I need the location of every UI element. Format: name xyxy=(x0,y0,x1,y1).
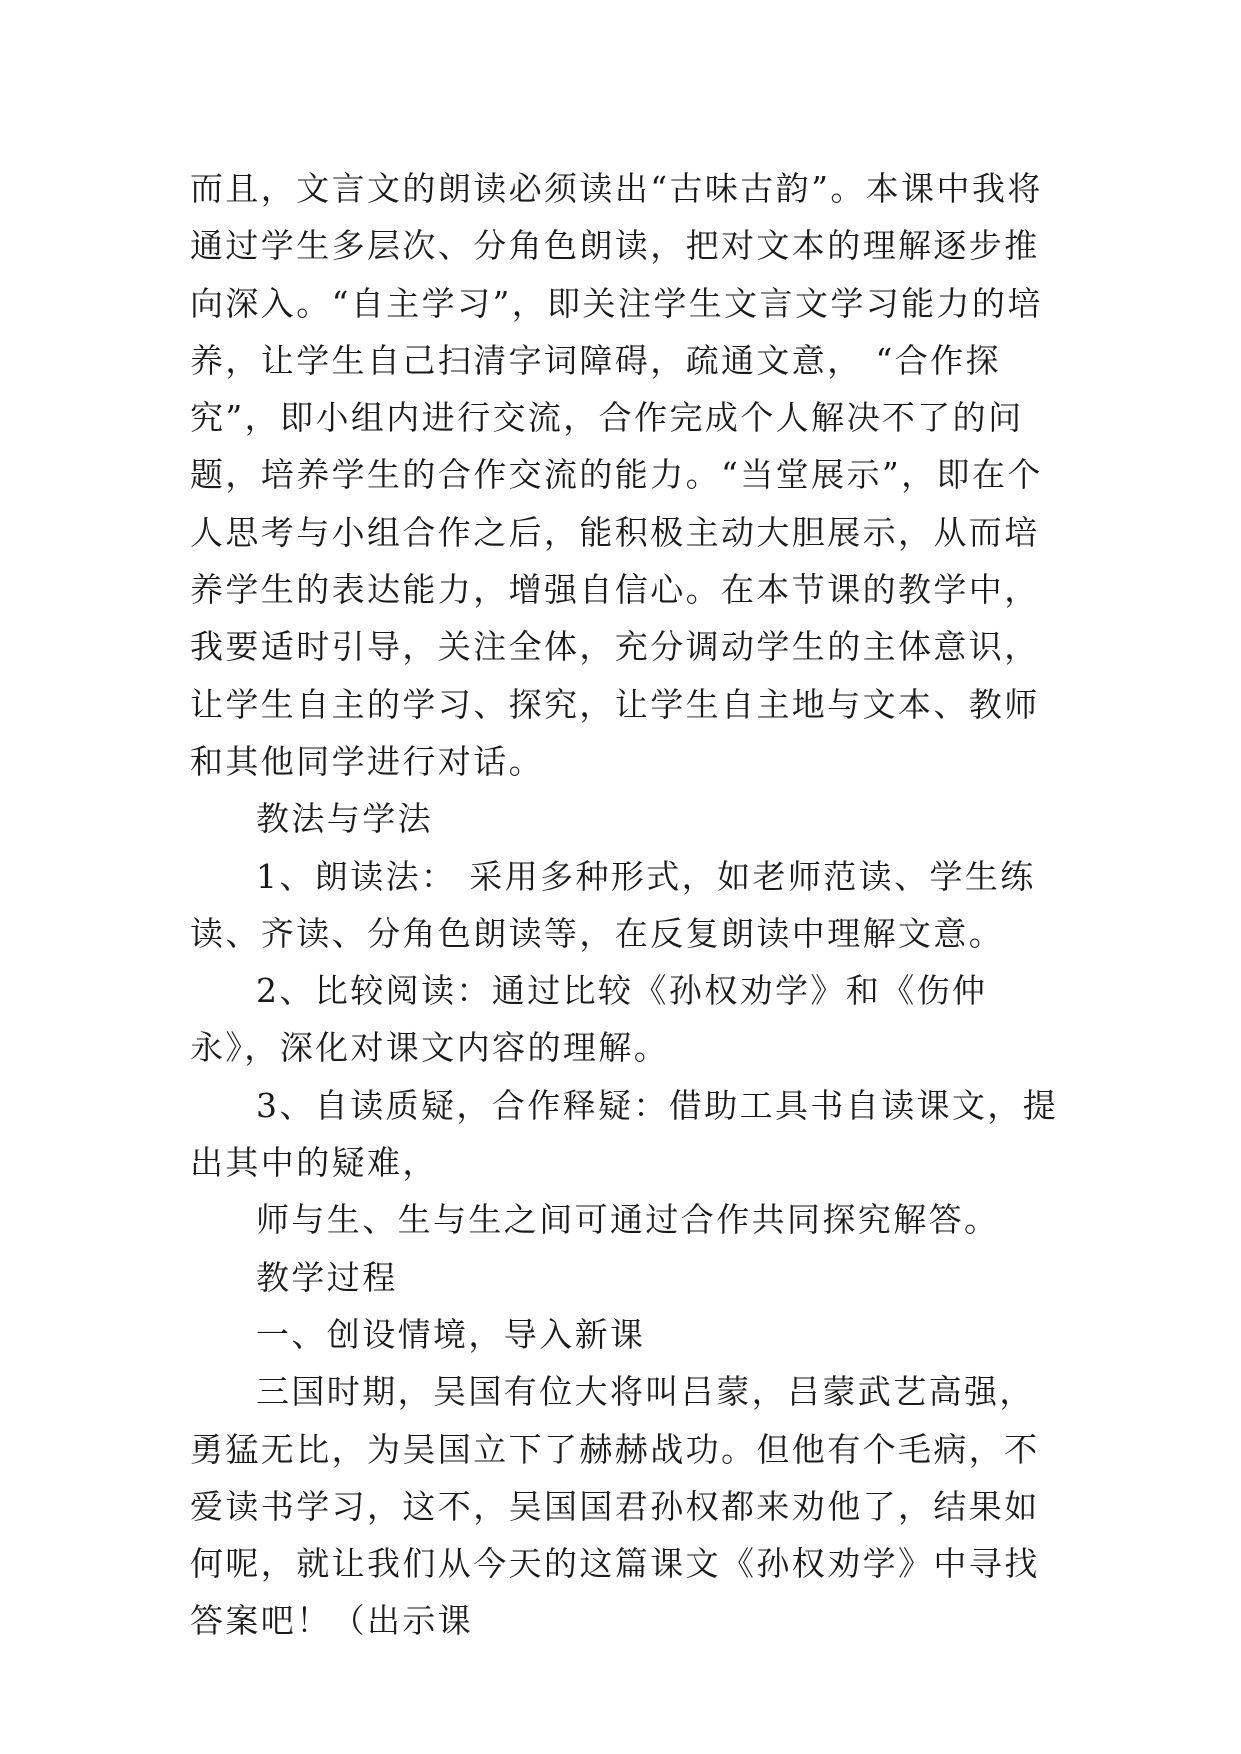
paragraph-story: 三国时期，吴国有位大将叫吕蒙，吕蒙武艺高强，勇猛无比，为吴国立下了赫赫战功。但他有个毛病，不爱读书学习，这不，吴国国君孙权都来劝他了，结果如何呢，就让我们从今天的这篇课文《孙权劝学》中寻找答案吧！（出示课 xyxy=(190,1372,1040,1641)
method-item-3-continued: 师与生、生与生之间可通过合作共同探究解答。 xyxy=(256,1200,1000,1240)
method-item-3: 3、自读质疑，合作释疑：借助工具书自读课文，提出其中的疑难， xyxy=(190,1085,1059,1183)
body-text xyxy=(190,160,1070,1650)
section-heading-1: 一、创设情境，导入新课 xyxy=(256,1314,646,1354)
paragraph-intro: 而且，文言文的朗读必须读出“古味古韵”。本课中我将通过学生多层次、分角色朗读，把对文本的理解逐步推向深入。“自主学习”，即关注学生文言文学习能力的培养，让学生自己扫清字词障碍，疏通文意， “合作探究”，即小组内进行交流，合作完成个人解决不了的问题，培养学生的合作交流的能力。“当堂展示”，即在个人思考与小组合作之后，能积极主动大胆展示，从而培养学生的表达能力，增强自信心。在本节课的教学中，我要适时引导，关注全体，充分调动学生的主体意识，让学生自主的学习、探究，让学生自主地与文本、教师和其他同学进行对话。 xyxy=(190,169,1043,781)
method-item-2: 2、比较阅读：通过比较《孙权劝学》和《伤仲永》，深化对课文内容的理解。 xyxy=(190,971,988,1068)
heading-process: 教学过程 xyxy=(256,1257,398,1297)
heading-methods: 教法与学法 xyxy=(256,799,433,839)
method-item-1: 1、朗读法： 采用多种形式，如老师范读、学生练读、齐读、分角色朗读等，在反复朗读中理解文意。 xyxy=(190,856,1036,953)
